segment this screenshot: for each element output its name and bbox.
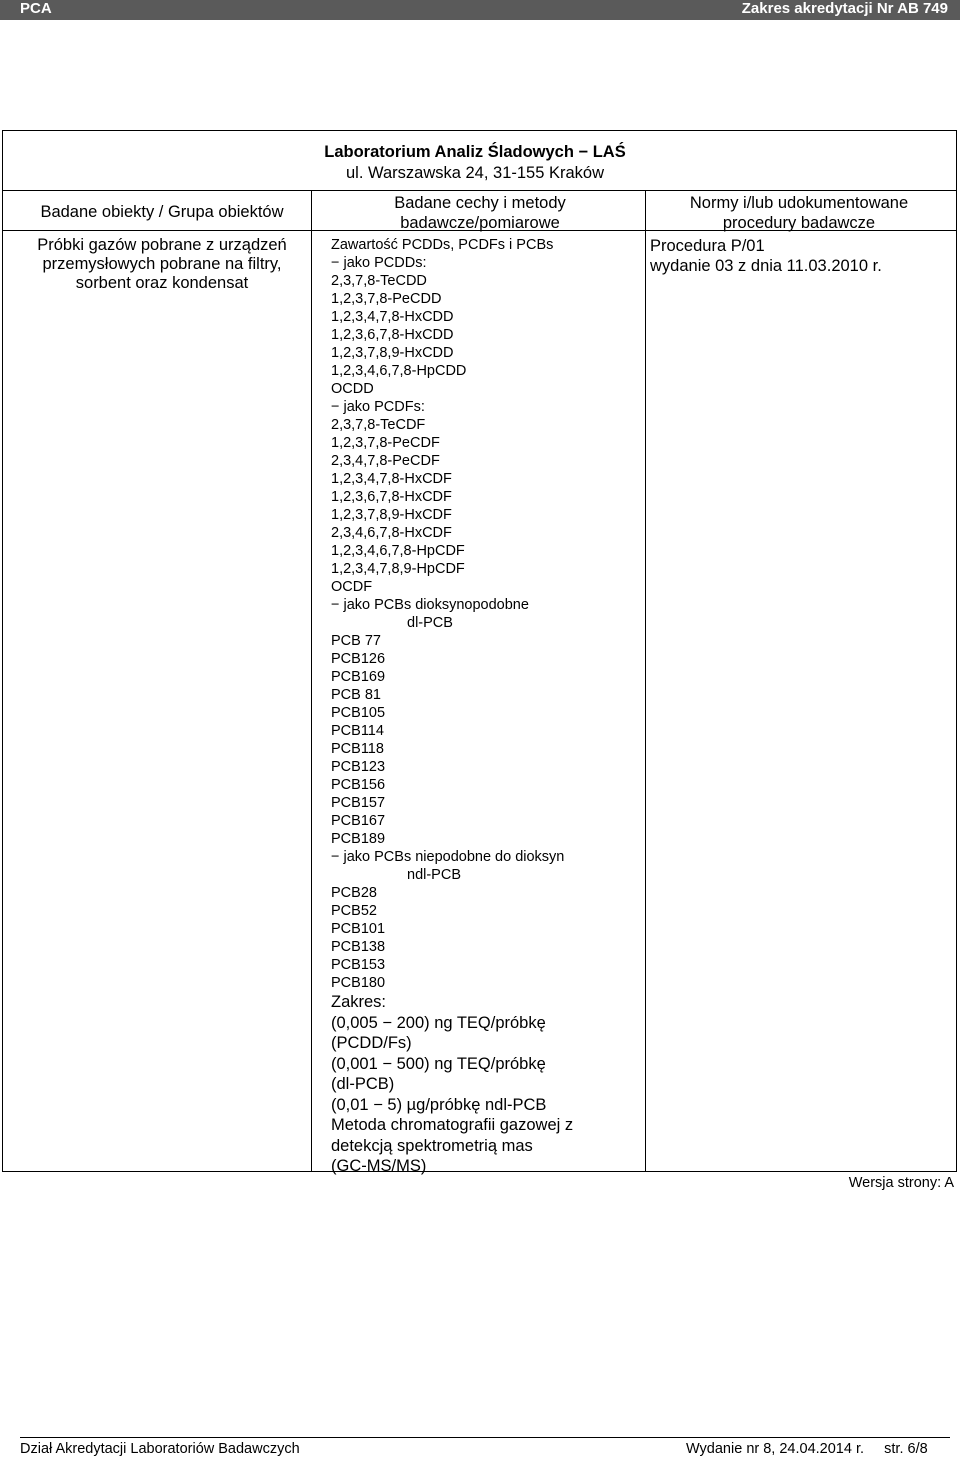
list-item: (0,005 − 200) ng TEQ/próbkę [331,1013,546,1032]
list-item: 1,2,3,6,7,8-HxCDD [331,327,454,343]
list-item: Metoda chromatografii gazowej z [331,1116,574,1134]
list-item: detekcją spektrometrią mas [331,1136,533,1155]
procedure-reference: Procedura P/01 wydanie 03 z dnia 11.03.2010 r. [650,237,882,275]
footer-left: Dział Akredytacji Laboratoriów Badawczych [20,1441,300,1457]
list-item: − jako PCBs niepodobne do dioksyn [331,849,565,865]
list-item: 1,2,3,4,7,8-HxCDD [331,309,454,325]
list-item: 1,2,3,7,8-PeCDD [331,291,442,307]
list-item: 1,2,3,4,6,7,8-HpCDD [331,363,467,379]
list-item: PCB101 [331,921,386,937]
column-header-methods: Badane cechy i metody badawcze/pomiarowe [394,194,566,232]
list-item: PCB156 [331,777,386,793]
header-right-label: Zakres akredytacji Nr AB 749 [741,0,948,17]
list-item: PCB52 [331,903,377,919]
list-item: 1,2,3,7,8,9-HxCDF [331,507,452,523]
lab-name: Laboratorium Analiz Śladowych − LAŚ [324,143,626,161]
list-item: − jako PCBs dioksynopodobne [331,597,529,613]
list-item: 1,2,3,4,6,7,8-HpCDF [331,543,465,559]
list-item: 1,2,3,6,7,8-HxCDF [331,489,452,505]
list-item: (PCDD/Fs) [331,1034,412,1052]
analyte-list [331,236,573,1177]
table-divider [2,190,957,191]
list-item: 1,2,3,7,8,9-HxCDD [331,345,454,361]
list-item: PCB157 [331,795,386,811]
list-item: 2,3,4,7,8-PeCDF [331,453,440,469]
list-item: Zawartość PCDDs, PCDFs i PCBs [331,237,554,253]
list-item: 1,2,3,7,8-PeCDF [331,435,440,451]
list-item: − jako PCDDs: [331,255,427,271]
footer-right: Wydanie nr 8, 24.04.2014 r. str. 6/8 [686,1441,928,1457]
list-item: (0,01 − 5) µg/próbkę ndl-PCB [331,1095,547,1114]
list-item: PCB 81 [331,687,381,703]
list-item: 1,2,3,4,7,8,9-HpCDF [331,561,465,577]
list-item: OCDD [331,381,374,397]
list-item: ndl-PCB [407,867,461,883]
list-item: 1,2,3,4,7,8-HxCDF [331,471,452,487]
list-item: PCB123 [331,759,386,775]
list-item: 2,3,7,8-TeCDF [331,417,426,433]
lab-address: ul. Warszawska 24, 31-155 Kraków [346,164,604,182]
list-item: Zakres: [331,993,387,1011]
list-item: − jako PCDFs: [331,399,425,415]
list-item: (0,001 − 500) ng TEQ/próbkę [331,1054,546,1073]
list-item: PCB180 [331,975,386,991]
list-item: 2,3,4,6,7,8-HxCDF [331,525,452,541]
column-header-objects: Badane obiekty / Grupa obiektów [40,203,284,221]
list-item: PCB105 [331,705,386,721]
objects-description: Próbki gazów pobrane z urządzeń przemysłowych pobrane na filtry, sorbent oraz kondensat [37,236,287,292]
list-item: PCB153 [331,957,386,973]
list-item: PCB167 [331,813,386,829]
list-item: 2,3,7,8-TeCDD [331,273,427,289]
list-item: (GC-MS/MS) [331,1157,427,1175]
list-item: PCB 77 [331,633,381,649]
column-divider [645,190,646,1172]
list-item: PCB126 [331,651,386,667]
list-item: PCB118 [331,741,384,757]
list-item: PCB189 [331,831,386,847]
column-divider [311,190,312,1172]
list-item: dl-PCB [407,615,453,631]
list-item: PCB169 [331,669,386,685]
page-version: Wersja strony: A [848,1175,954,1191]
column-header-norms: Normy i/lub udokumentowane procedury badawcze [689,194,909,232]
header-left-label: PCA [20,0,52,17]
page-header-bar [0,0,960,20]
list-item: (dl-PCB) [331,1075,395,1093]
list-item: PCB28 [331,885,377,901]
list-item: PCB114 [331,723,384,739]
list-item: PCB138 [331,939,386,955]
list-item: OCDF [331,579,373,595]
footer-rule [20,1437,950,1438]
lab-heading [310,142,640,184]
